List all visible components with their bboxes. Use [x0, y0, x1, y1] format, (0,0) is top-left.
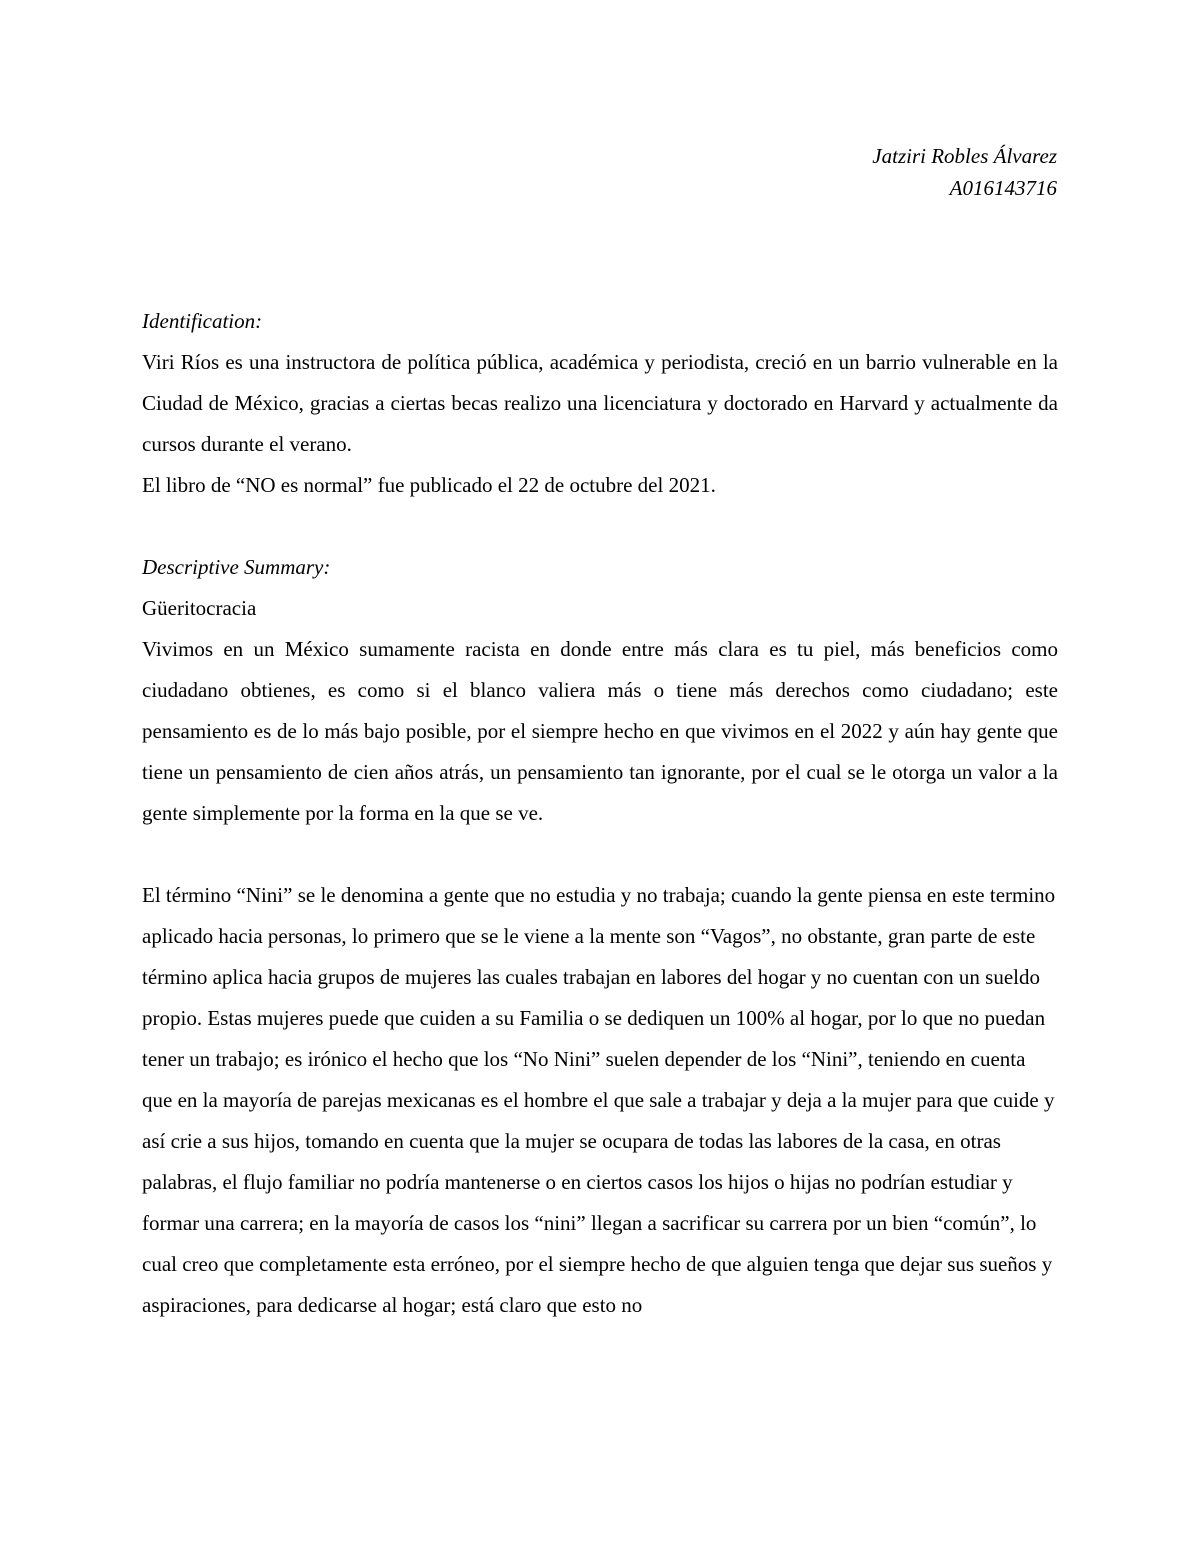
document-body [142, 301, 1058, 1326]
identification-heading: Identification: [142, 309, 263, 333]
author-header [872, 140, 1057, 204]
summary-heading: Descriptive Summary: [142, 555, 331, 579]
author-name: Jatziri Robles Álvarez [872, 144, 1057, 168]
summary-subtitle: Güeritocracia [142, 596, 257, 620]
identification-paragraph: Viri Ríos es una instructora de política pública, académica y periodista, creció en un barrio vulnerable en la Ciudad de México, gracias a ciertas becas realizo una licenciatura y doctorado en Harvard y actualmente da cursos durante el verano. [142, 350, 1058, 456]
summary-paragraph-2: El término “Nini” se le denomina a gente que no estudia y no trabaja; cuando la gente piensa en este termino aplicado hacia personas, lo primero que se le viene a la mente son “Vagos”, no obstante, gran parte de este término aplica hacia grupos de mujeres las cuales trabajan en labores del hogar y no cuentan con un sueldo propio. Estas mujeres puede que cuiden a su Familia o se dediquen un 100% al hogar, por lo que no puedan tener un trabajo; es irónico el hecho que los “No Nini” suelen depender de los “Nini”, teniendo en cuenta que en la mayoría de parejas mexicanas es el hombre el que sale a trabajar y deja a la mujer para que cuide y así crie a sus hijos, tomando en cuenta que la mujer se ocupara de todas las labores de la casa, en otras palabras, el flujo familiar no podría mantenerse o en ciertos casos los hijos o hijas no podrían estudiar y formar una carrera; en la mayoría de casos los “nini” llegan a sacrificar su carrera por un bien “común”, lo cual creo que completamente esta erróneo, por el siempre hecho de que alguien tenga que dejar sus sueños y aspiraciones, para dedicarse al hogar; está claro que esto no [142, 883, 1056, 1317]
summary-paragraph-1: Vivimos en un México sumamente racista en donde entre más clara es tu piel, más beneficios como ciudadano obtienes, es como si el blanco valiera más o tiene más derechos como ciudadano; este pensamiento es de lo más bajo posible, por el siempre hecho en que vivimos en el 2022 y aún hay gente que tiene un pensamiento de cien años atrás, un pensamiento tan ignorante, por el cual se le otorga un valor a la gente simplemente por la forma en la que se ve. [142, 637, 1058, 825]
spacer [142, 834, 1058, 875]
book-publication-line: El libro de “NO es normal” fue publicado el 22 de octubre del 2021. [142, 473, 716, 497]
student-id: A016143716 [949, 176, 1057, 200]
spacer [142, 506, 1058, 547]
